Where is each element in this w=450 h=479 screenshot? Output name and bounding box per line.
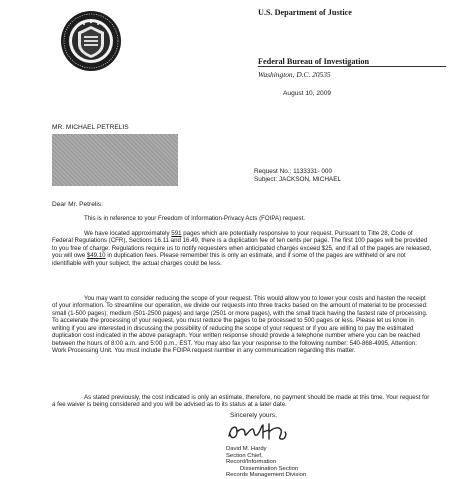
bureau-name: Federal Bureau of Investigation	[258, 57, 370, 66]
letter-date: August 10, 2009	[283, 90, 332, 97]
paragraph-2-part-a: We have located approximately	[84, 230, 172, 237]
closing: Sincerely yours,	[230, 412, 277, 419]
paragraph-3	[52, 295, 432, 355]
letterhead-city: Washington, D.C. 20535	[258, 70, 331, 79]
request-details	[254, 168, 341, 183]
fbi-seal	[60, 10, 122, 72]
paragraph-3-text: You may want to consider reducing the scope of your request. This would allow you to lower your costs and hasten the receipt of your information. To streamline our operation, we divide our requests into three tracks based on the amount of material to be processed: small (1-500 pages); medium (501-2500 pages) and large (2501 or more pages), with the small track having the fastest rate of processing. To accelerate the processing of your request, you must reduce the pages to be processed to 500 pages or less. Please let us know in writing if you are interested in discussing the possibility of reducing the scope of your request or if you are willing to pay the estimated duplication cost indicated in the above paragraph. Your written response should provide a telephone number where you can be reached between the hours of 8:00 a.m. and 5:00 p.m., EST. You may also fax your response to the following number: 540-868-4995, Attention: Work Processing Unit. You must include the FOIPA request number in any communication regarding this matter.	[52, 295, 428, 355]
paragraph-2-part-c: in duplication fees. Please remember this is only an estimate, and if some of the pages are withheld or are not identifiable with your subject, the actual charges could be less.	[52, 252, 406, 267]
department-name: U.S. Department of Justice	[258, 8, 352, 17]
paragraph-2-part-b: pages which are potentially responsive to your request. Pursuant to Title 28, Code of Federal Regulations (CFR), Sections 16.11 and 16.49, there is a duplication fee of ten cents per page. The first 100 pages will be provided to you free of charge. Regulations require us to notify requesters when anticipated charges exceed $25, and if all of the pages are released, you will owe	[52, 230, 432, 260]
request-subject: Subject: JACKSON, MICHAEL	[254, 175, 342, 183]
signatory-line-3: Record/Information	[226, 459, 277, 466]
duplication-fee: $49.10	[86, 252, 106, 260]
redacted-address	[52, 134, 178, 186]
signatory-line-5: Records Management Division	[226, 472, 307, 479]
signature	[225, 420, 295, 444]
paragraph-1-text: This is in reference to your Freedom of Information-Privacy Acts (FOIPA) request.	[84, 215, 306, 222]
paragraph-2-text	[52, 230, 432, 267]
salutation: Dear Mr. Petrelis:	[52, 201, 103, 208]
paragraph-2	[52, 230, 432, 267]
paragraph-4	[52, 394, 432, 409]
paragraph-1	[52, 215, 432, 222]
recipient-name: MR. MICHAEL PETRELIS	[52, 124, 129, 131]
paragraph-4-text: As stated previously, the cost indicated is only an estimate, therefore, no payment should be made at this time. Your request for a fee waiver is being considered and you will be advised as to its status at a later date.	[52, 394, 430, 409]
letterhead-rule	[258, 66, 446, 67]
signatory-line-4: Dissemination Section	[240, 465, 299, 472]
page-count: 591	[171, 230, 182, 237]
signatory-block	[226, 446, 306, 479]
signatory-title: Section Chief,	[226, 452, 263, 459]
request-number: Request No.: 1133331- 000	[254, 168, 333, 175]
signatory-name: David M. Hardy	[226, 446, 267, 452]
